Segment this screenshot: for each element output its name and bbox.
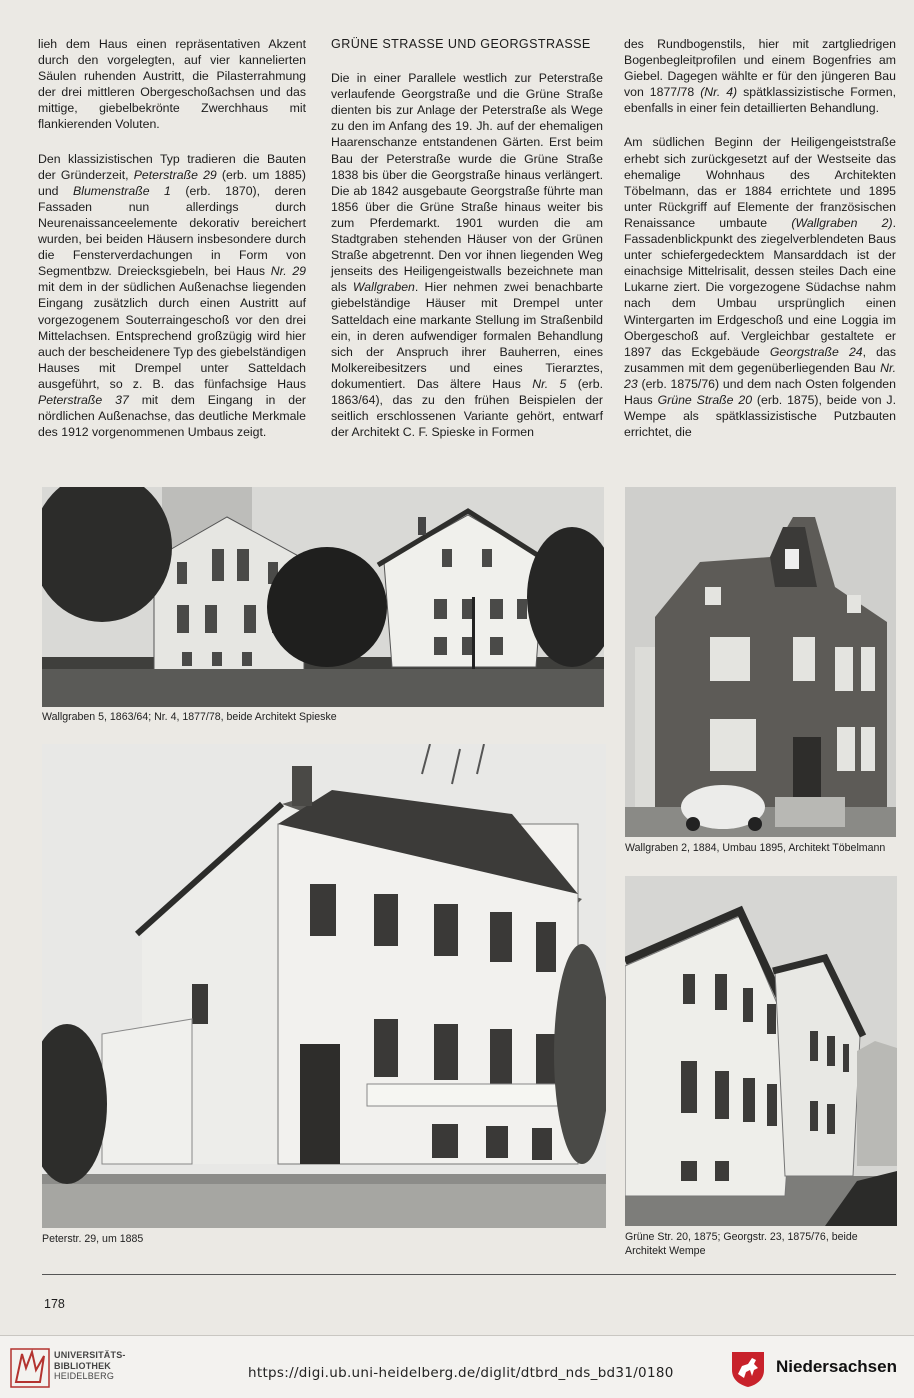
photo-caption: Peterstr. 29, um 1885 xyxy=(42,1233,144,1245)
photo-caption: Wallgraben 5, 1863/64; Nr. 4, 1877/78, beide Architekt Spieske xyxy=(42,711,337,723)
text-column-left xyxy=(38,36,306,458)
niedersachsen-horse-icon[interactable] xyxy=(728,1348,768,1388)
library-name: UNIVERSITÄTS- BIBLIOTHEK HEIDELBERG xyxy=(54,1350,126,1381)
footer-rule xyxy=(42,1274,896,1275)
photo-peterstr-29 xyxy=(42,744,606,1228)
photo-caption: Grüne Str. 20, 1875; Georgstr. 23, 1875/76, beide Architekt Wempe xyxy=(625,1231,858,1257)
page-number: 178 xyxy=(44,1297,65,1311)
photo-wallgraben-2 xyxy=(625,487,896,837)
state-label: Niedersachsen xyxy=(776,1357,897,1376)
paragraph: lieh dem Haus einen repräsentativen Akzent durch den vorgelegten, auf vier kannelierten Säulen ruhenden Austritt, die Pilasterrahmung der drei mittleren Obergeschoßachsen und das mittige, giebelbekrönte Zwerchhaus mit flankierenden Voluten. xyxy=(38,37,306,132)
paragraph: des Rundbogenstils, hier mit zartgliedrigen Bogenbegleitprofilen und einem Bogenfries am Giebel. Dagegen wählte er für den jüngeren Bau von 1877/78 (Nr. 4) spätklassizistische Formen, ebenfalls in einer fein detaillierten Behandlung. xyxy=(624,37,896,116)
photo-caption: Wallgraben 2, 1884, Umbau 1895, Architekt Töbelmann xyxy=(625,842,886,854)
paragraph: Am südlichen Beginn der Heiligengeiststraße erhebt sich zurückgesetzt auf der Westseite das ehemalige Wohnhaus des Architekten Töbelmann, das er 1884 errichtete und 1895 unter Rückgriff auf Elemente der französischen Renaissance umbaute (Wallgraben 2). Fassadenblickpunkt des ziegelverblendeten Baus unter schiefergedecktem Mansarddach ist der einachsige Mittelrisalit, dessen steiles Dach eine Lukarne ziert. Die vorgezogene Südachse nahm nach dem Umbau ursprünglich einen Wintergarten im Erdgeschoß und eine Loggia im Obergeschoß auf. Vergleichbar gestaltete er 1897 das Eckgebäude Georgstraße 24, das zusammen mit dem gegenüberliegenden Bau Nr. 23 (erb. 1875/76) und dem nach Osten folgenden Haus Grüne Straße 20 (erb. 1875), beide von J. Wempe als spätklassizistische Putzbauten errichtet, die xyxy=(624,135,897,440)
paragraph: Den klassizistischen Typ tradieren die Bauten der Gründerzeit, Peterstraße 29 (erb. um 1885) und Blumenstraße 1 (erb. 1870), deren Fassaden nun allerdings durch Neurenaissanceelemente dekorativ bereichert wurden, bei beiden Häusern insbesondere durch die Fensterverdachungen in Form von Segmentbzw. Dreiecksgiebeln, bei Haus Nr. 29 mit dem in der südlichen Außenachse liegenden Eingang zusätzlich durch einen Austritt auf vorgezogenem Souterraingeschoß vor den drei Mittelachsen. Entsprechend großzügig wird hier auch der bescheidenere Typ des giebelständigen Hauses mit Drempel unter Satteldach ausgeführt, so z. B. das fünfachsige Haus Peterstraße 37 mit dem Eingang in der nördlichen Außenachse, das deutliche Merkmale des 1912 vorgenommenen Umbaus zeigt. xyxy=(38,151,307,440)
photo-gruene-str-20 xyxy=(625,876,897,1226)
photo-wallgraben-5 xyxy=(42,487,604,707)
library-seal-icon[interactable] xyxy=(10,1348,50,1388)
paragraph: Die in einer Parallele westlich zur Peterstraße verlaufende Georgstraße und die Grüne Straße dienten bis zur Anlage der Peterstraße als Wege zu den im Anfang des 19. Jh. auf der ehemaligen Haarenschanze entstandenen Gärten. Erst beim Bau der Peterstraße wurde die Grüne Straße 1838 bis über die Georgstraße hinaus verlängert. Die ab 1842 ausgebaute Georgstraße führte man 1856 über die Grüne Straße hinaus weiter bis zum Pferdemarkt. 1901 wurden die am Stadtgraben stehenden Häuser von der Grünen Straße abgetrennt. Den vor ihnen liegenden Weg jenseits des Heiligengeistwalls bezeichnete man als Wallgraben. Hier nehmen zwei benachbarte giebelständige Häuser mit Drempel unter Satteldach eine markante Stellung im Straßenbild ein, in deren aufwendiger formalen Behandlung sich der Anspruch ihrer Bauherren, eines Molkereibesitzers und eines Tierarztes, dokumentiert. Das ältere Haus Nr. 5 (erb. 1863/64), das zu den frühen Beispielen der seitlich erschlossenen Variante gehört, entwarf der Architekt C. F. Spieske in Formen xyxy=(331,71,603,440)
section-heading: GRÜNE STRASSE UND GEORGSTRASSE xyxy=(331,37,591,51)
text-column-right xyxy=(624,36,896,458)
text-column-middle xyxy=(331,36,603,458)
permalink-url[interactable]: https://digi.ub.uni-heidelberg.de/diglit/dtbrd_nds_bd31/0180 xyxy=(248,1365,674,1381)
viewer-footer-bar xyxy=(0,1335,914,1398)
